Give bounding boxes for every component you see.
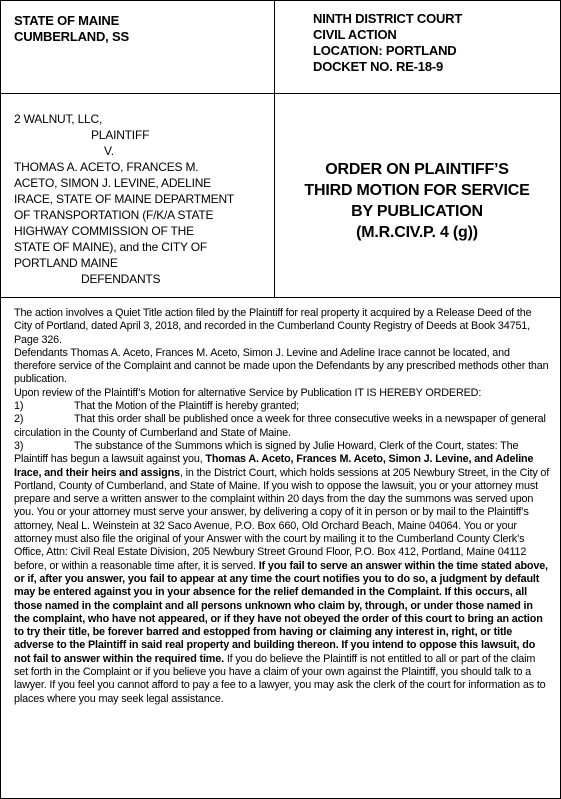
defendant-line: HIGHWAY COMMISSION OF THE [14,224,194,238]
county-line: CUMBERLAND, SS [14,29,129,44]
order-title-line: ORDER ON PLAINTIFF’S [325,161,509,178]
order-item-2 [14,413,550,440]
order-title-line: BY PUBLICATION [351,203,483,220]
defendant-line: THOMAS A. ACETO, FRANCES M. [14,160,199,174]
order-item-3 [14,440,550,706]
defendant-label: DEFENDANTS [81,272,161,286]
plaintiff-name: 2 WALNUT, LLC, [14,112,103,126]
defendant-line: PORTLAND MAINE [14,256,118,270]
item-text-bold: Thomas A. Aceto, Frances M. Aceto, Simon J. Levine, and Adeline Irace, and their heirs and assigns [14,453,534,479]
defendant-line: IRACE, STATE OF MAINE DEPARTMENT [14,192,235,206]
order-title-line: (M.R.CIV.P. 4 (g)) [356,224,478,241]
court-location: LOCATION: PORTLAND [313,43,457,58]
item-text: That this order shall be published once a week for three consecutive weeks in a newspaper of general circulation in the County of Cumberland and State of Maine. [14,413,546,439]
paragraph-ordered: Upon review of the Plaintiff’s Motion for alternative Service by Publication IT IS HEREBY ORDERED: [14,386,482,399]
order-body [14,307,550,706]
order-title [281,159,553,243]
state-county [14,13,129,45]
defendant-line: OF TRANSPORTATION (F/K/A STATE [14,208,214,222]
caption-divider [274,1,275,297]
order-item-1 [14,400,550,413]
item-text: If you do believe the Plaintiff is not entitled to all or part of the claim set forth in the Complaint or if you believe you have a claim of your own against the Plaintiff, you should talk to a lawyer. If you feel you cannot afford to pay a fee to a lawyer, you may ask the clerk of the court for information as to places where you may seek legal assistance. [14,652,546,705]
state-line: STATE OF MAINE [14,13,120,28]
court-info [313,11,462,75]
item-number: 1) [14,400,24,413]
item-text: , in the District Court, which holds sessions at 205 Newbury Street, in the City of Portland, County of Cumberland, and State of Maine. If you wish to oppose the lawsuit, you or your attorney must prepare and serve a written answer to the complaint within 20 days from the day the summons was served upon you. You or your attorney must serve your answer, by delivering a copy of it in person or by mail to the Plaintiff’s attorney, Neal L. Weinstein at 32 Saco Avenue, P.O. Box 660, Old Orchard Beach, Maine 04064. You or your attorney must also file the original of your Answer with the court by mailing it to the Cumberland County Clerk’s Office, Attn: Civil Real Estate Division, 205 Newbury Street Ground Floor, P.O. Box 412, Portland, Maine 04112 before, or within a reasonable time after, it is served. [14,466,550,572]
order-title-line: THIRD MOTION FOR SERVICE [304,182,530,199]
action-type: CIVIL ACTION [313,27,397,42]
docket-number: DOCKET NO. RE-18-9 [313,59,444,74]
item-text: The substance of the Summons which is signed by Julie Howard, Clerk of the Court, states: The Plaintiff has begun a lawsuit against you, [14,439,519,466]
paragraph-defendants: Defendants Thomas A. Aceto, Frances M. Aceto, Simon J. Levine and Adeline Irace cannot be located, and therefore service of the Complaint and cannot be made upon the Defendants by any prescribed methods other than publication. [14,346,549,386]
plaintiff-label: PLAINTIFF [91,128,150,142]
item-number: 2) [14,413,24,426]
paragraph-background: The action involves a Quiet Title action filed by the Plaintiff for real property it acquired by a Release Deed of the City of Portland, dated April 3, 2018, and recorded in the Cumberland County Registry of Deeds at Book 34751, Page 326. [14,307,532,346]
item-text-bold: If you fail to serve an answer within the time stated above, or if, after you answer, you fail to appear at any time the court notifies you to do so, a judgment by default may be entered against you in your absence for the relief demanded in the Complaint. If this occurs, all those named in the complaint and all persons unknown who claim by, through, or under those named in the complaint, who have not appeared, or if they have not obeyed the order of this court to bring an action to try their title, be forever barred and estopped from having or claiming any interest in, right, or title adverse to the Plaintiff in said real property and building thereon. If you intend to oppose this lawsuit, do not fail to answer within the required time. [14,559,548,665]
party-block [14,111,269,287]
court-name: NINTH DISTRICT COURT [313,11,463,26]
defendant-line: STATE OF MAINE), and the CITY OF [14,240,207,254]
item-text: That the Motion of the Plaintiff is hereby granted; [74,400,300,413]
defendant-line: ACETO, SIMON J. LEVINE, ADELINE [14,176,211,190]
versus: V. [104,144,114,158]
item-number: 3) [14,439,24,452]
